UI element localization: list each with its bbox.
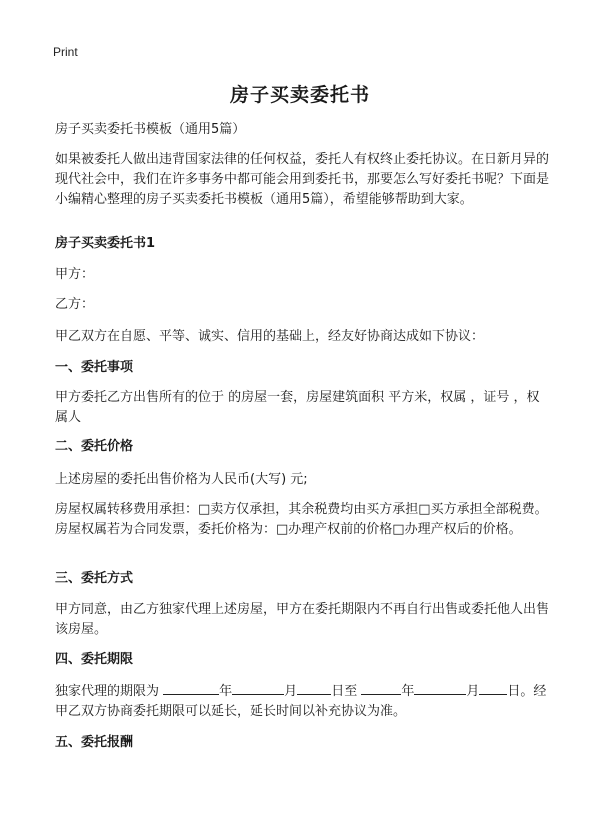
- subtitle: 房子买卖委托书模板（通用5篇）: [55, 122, 246, 137]
- print-label[interactable]: Print: [53, 45, 78, 59]
- heading-entrusted-price: 二、委托价格: [55, 439, 134, 454]
- agreement-paragraph: 甲乙双方在自愿、平等、诚实、信用的基础上，经友好协商达成如下协议：: [55, 329, 485, 344]
- year-label: 年: [219, 684, 233, 699]
- intro-paragraph: 如果被委托人做出违背国家法律的任何权益，委托人有权终止委托协议。在日新月异的现代社会中，我们在许多事务中都可能会用到委托书，那要怎么写好委托书呢？下面是小编精心整理的房子买卖委托书模板（通用5篇），希望能够帮助到大家。: [55, 152, 550, 207]
- month-label: 月: [284, 684, 298, 699]
- blank-month-end: [414, 681, 466, 695]
- paragraph-method: 甲方同意，由乙方独家代理上述房屋，甲方在委托期限内不再自行出售或委托他人出售该房屋。: [55, 602, 550, 637]
- year-label-2: 年: [401, 684, 415, 699]
- heading-entrusted-remuneration: 五、委托报酬: [55, 735, 134, 750]
- document-title: 房子买卖委托书: [229, 84, 370, 106]
- blank-day-end: [479, 681, 507, 695]
- blank-year-start: [163, 681, 219, 695]
- period-prefix: 独家代理的期限为: [55, 684, 160, 699]
- party-a-line: 甲方：: [55, 267, 95, 282]
- heading-entrusted-matters: 一、委托事项: [55, 360, 134, 375]
- paragraph-period: [55, 681, 550, 722]
- month-label-2: 月: [466, 684, 480, 699]
- heading-entrusted-period: 四、委托期限: [55, 652, 134, 667]
- day-to-label: 日至: [331, 684, 358, 699]
- section-title: 房子买卖委托书1: [55, 236, 156, 251]
- blank-year-end: [361, 681, 401, 695]
- period-suffix: 日。经甲乙双方协商委托期限可以延长，延长时间以补充协议为准。: [55, 684, 547, 719]
- heading-entrusted-method: 三、委托方式: [55, 571, 134, 586]
- paragraph-price: 上述房屋的委托出售价格为人民币(大写) 元;: [55, 472, 308, 487]
- paragraph-entrusted-matters: 甲方委托乙方出售所有的位于 的房屋一套，房屋建筑面积 平方米，权属 ，证号 ，权属人: [55, 390, 540, 425]
- paragraph-transfer-fees: 房屋权属转移费用承担：□卖方仅承担，其余税费均由买方承担□买方承担全部税费。 房屋权属若为合同发票，委托价格为：□办理产权前的价格□办理产权后的价格。: [55, 502, 548, 537]
- party-b-line: 乙方：: [55, 297, 95, 312]
- blank-month-start: [232, 681, 284, 695]
- blank-day-start: [297, 681, 331, 695]
